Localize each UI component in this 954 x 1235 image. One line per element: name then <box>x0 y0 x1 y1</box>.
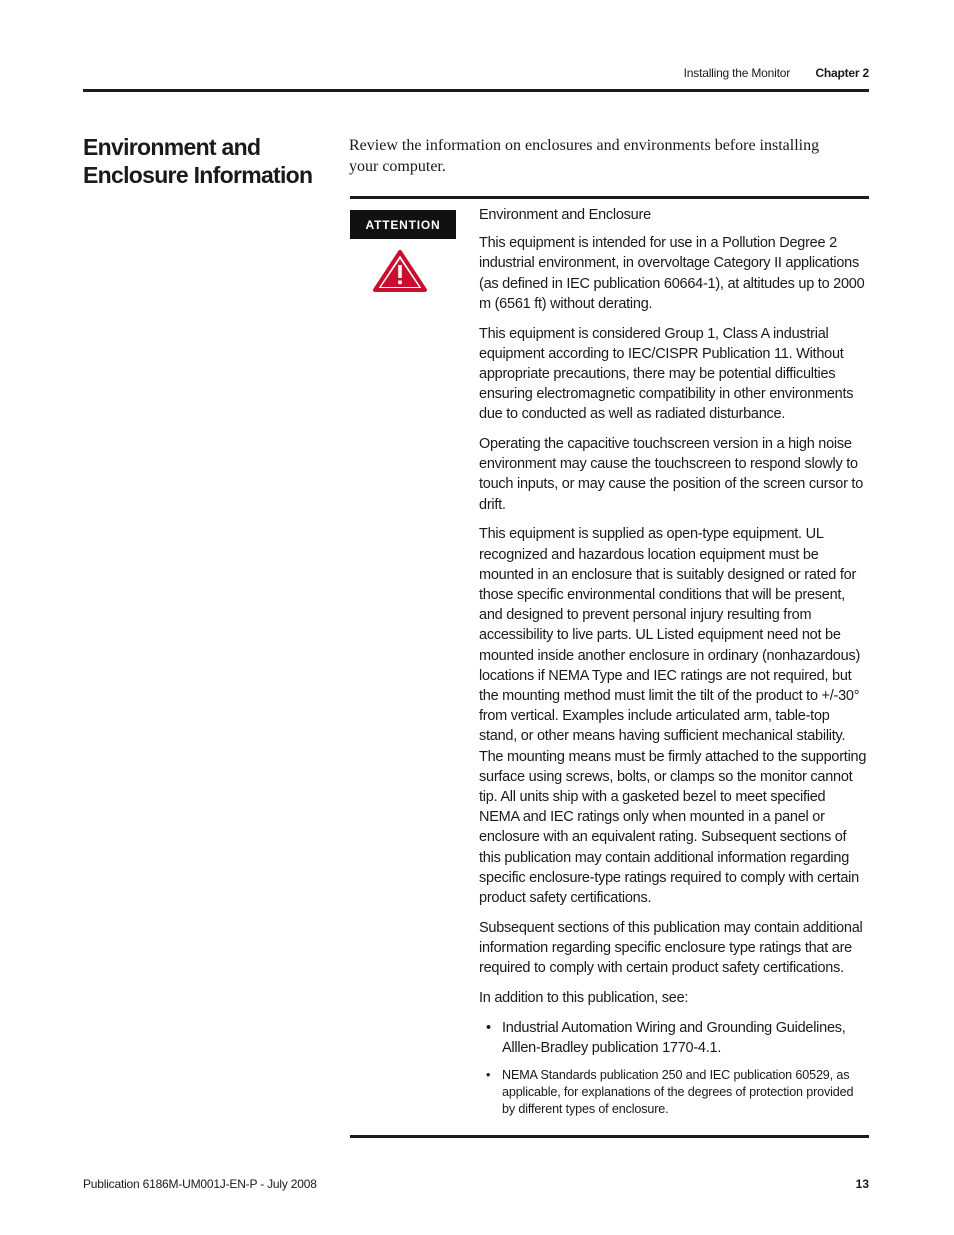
list-item <box>479 1067 869 1118</box>
footer-publication: Publication 6186M-UM001J-EN-P - July 2008 <box>83 1177 317 1191</box>
list-item <box>479 1018 869 1058</box>
attention-paragraph-touchscreen: Operating the capacitive touchscreen version in a high noise environment may cause the touchscreen to respond slowly to touch inputs, or may cause the position of the screen cursor to drift. <box>479 436 864 513</box>
header-chapter-label: Chapter 2 <box>815 66 869 80</box>
reference-list <box>479 1018 869 1118</box>
warning-triangle-icon <box>373 250 427 292</box>
bullet-icon: • <box>486 1067 491 1082</box>
header-section-title: Installing the Monitor <box>683 66 790 80</box>
list-item-text: Industrial Automation Wiring and Grounding Guidelines, Alllen-Bradley publication 1770-4.1. <box>502 1019 846 1056</box>
list-item-text: NEMA Standards publication 250 and IEC publication 60529, as applicable, for explanations of the degrees of protection provided by different types of enclosure. <box>502 1067 854 1116</box>
attention-box-bottom-rule <box>350 1135 869 1138</box>
attention-title: Environment and Enclosure <box>479 207 651 223</box>
attention-paragraph-see-also: In addition to this publication, see: <box>479 989 689 1006</box>
attention-content <box>479 205 869 1118</box>
page-header <box>83 66 869 82</box>
attention-paragraph-emc: This equipment is considered Group 1, Class A industrial equipment according to IEC/CISPR Publication 11. Without appropriate precautions, there may be potential difficulties ensuring electromagnetic compatibility in other environments due to conducted as well as radiated disturbance. <box>479 325 854 423</box>
footer-page-number: 13 <box>855 1177 869 1191</box>
bullet-icon: • <box>486 1019 491 1036</box>
intro-paragraph: Review the information on enclosures and environments before installing your computer. <box>349 137 820 175</box>
attention-paragraph-ratings: Subsequent sections of this publication may contain additional information regarding specific enclosure type ratings that are required to comply with certain product safety certifications. <box>479 919 863 977</box>
attention-label: ATTENTION <box>350 210 456 239</box>
attention-paragraph-pollution: This equipment is intended for use in a Pollution Degree 2 industrial environment, in overvoltage Category II applications (as defined in IEC publication 60664-1), at altitudes up to 2000 m (6561 ft) without derating. <box>479 235 865 312</box>
attention-paragraph-enclosure: This equipment is supplied as open-type equipment. UL recognized and hazardous location equipment must be mounted in an enclosure that is suitably designed or rated for those specific environmental conditions that will be present, and designed to prevent personal injury resulting from accessibility to live parts. UL Listed equipment need not be mounted inside another enclosure in ordinary (nonhazardous) locations if NEMA Type and IEC ratings are not required, but the mounting method must limit the tilt of the product to +/-30° from vertical. Examples include articulated arm, table-top stand, or other means having sufficient mechanical stability. The mounting means must be firmly attached to the supporting surface using screws, bolts, or clamps so the monitor cannot tip. All units ship with a gasketed bezel to meet specified NEMA and IEC ratings only when mounted in a panel or enclosure with an equivalent rating. Subsequent sections of this publication may contain additional information regarding specific enclosure-type ratings required to comply with certain product safety certifications. <box>479 526 867 906</box>
attention-box-top-rule <box>350 196 869 199</box>
section-heading: Environment and Enclosure Information <box>83 134 313 188</box>
header-rule <box>83 89 869 92</box>
